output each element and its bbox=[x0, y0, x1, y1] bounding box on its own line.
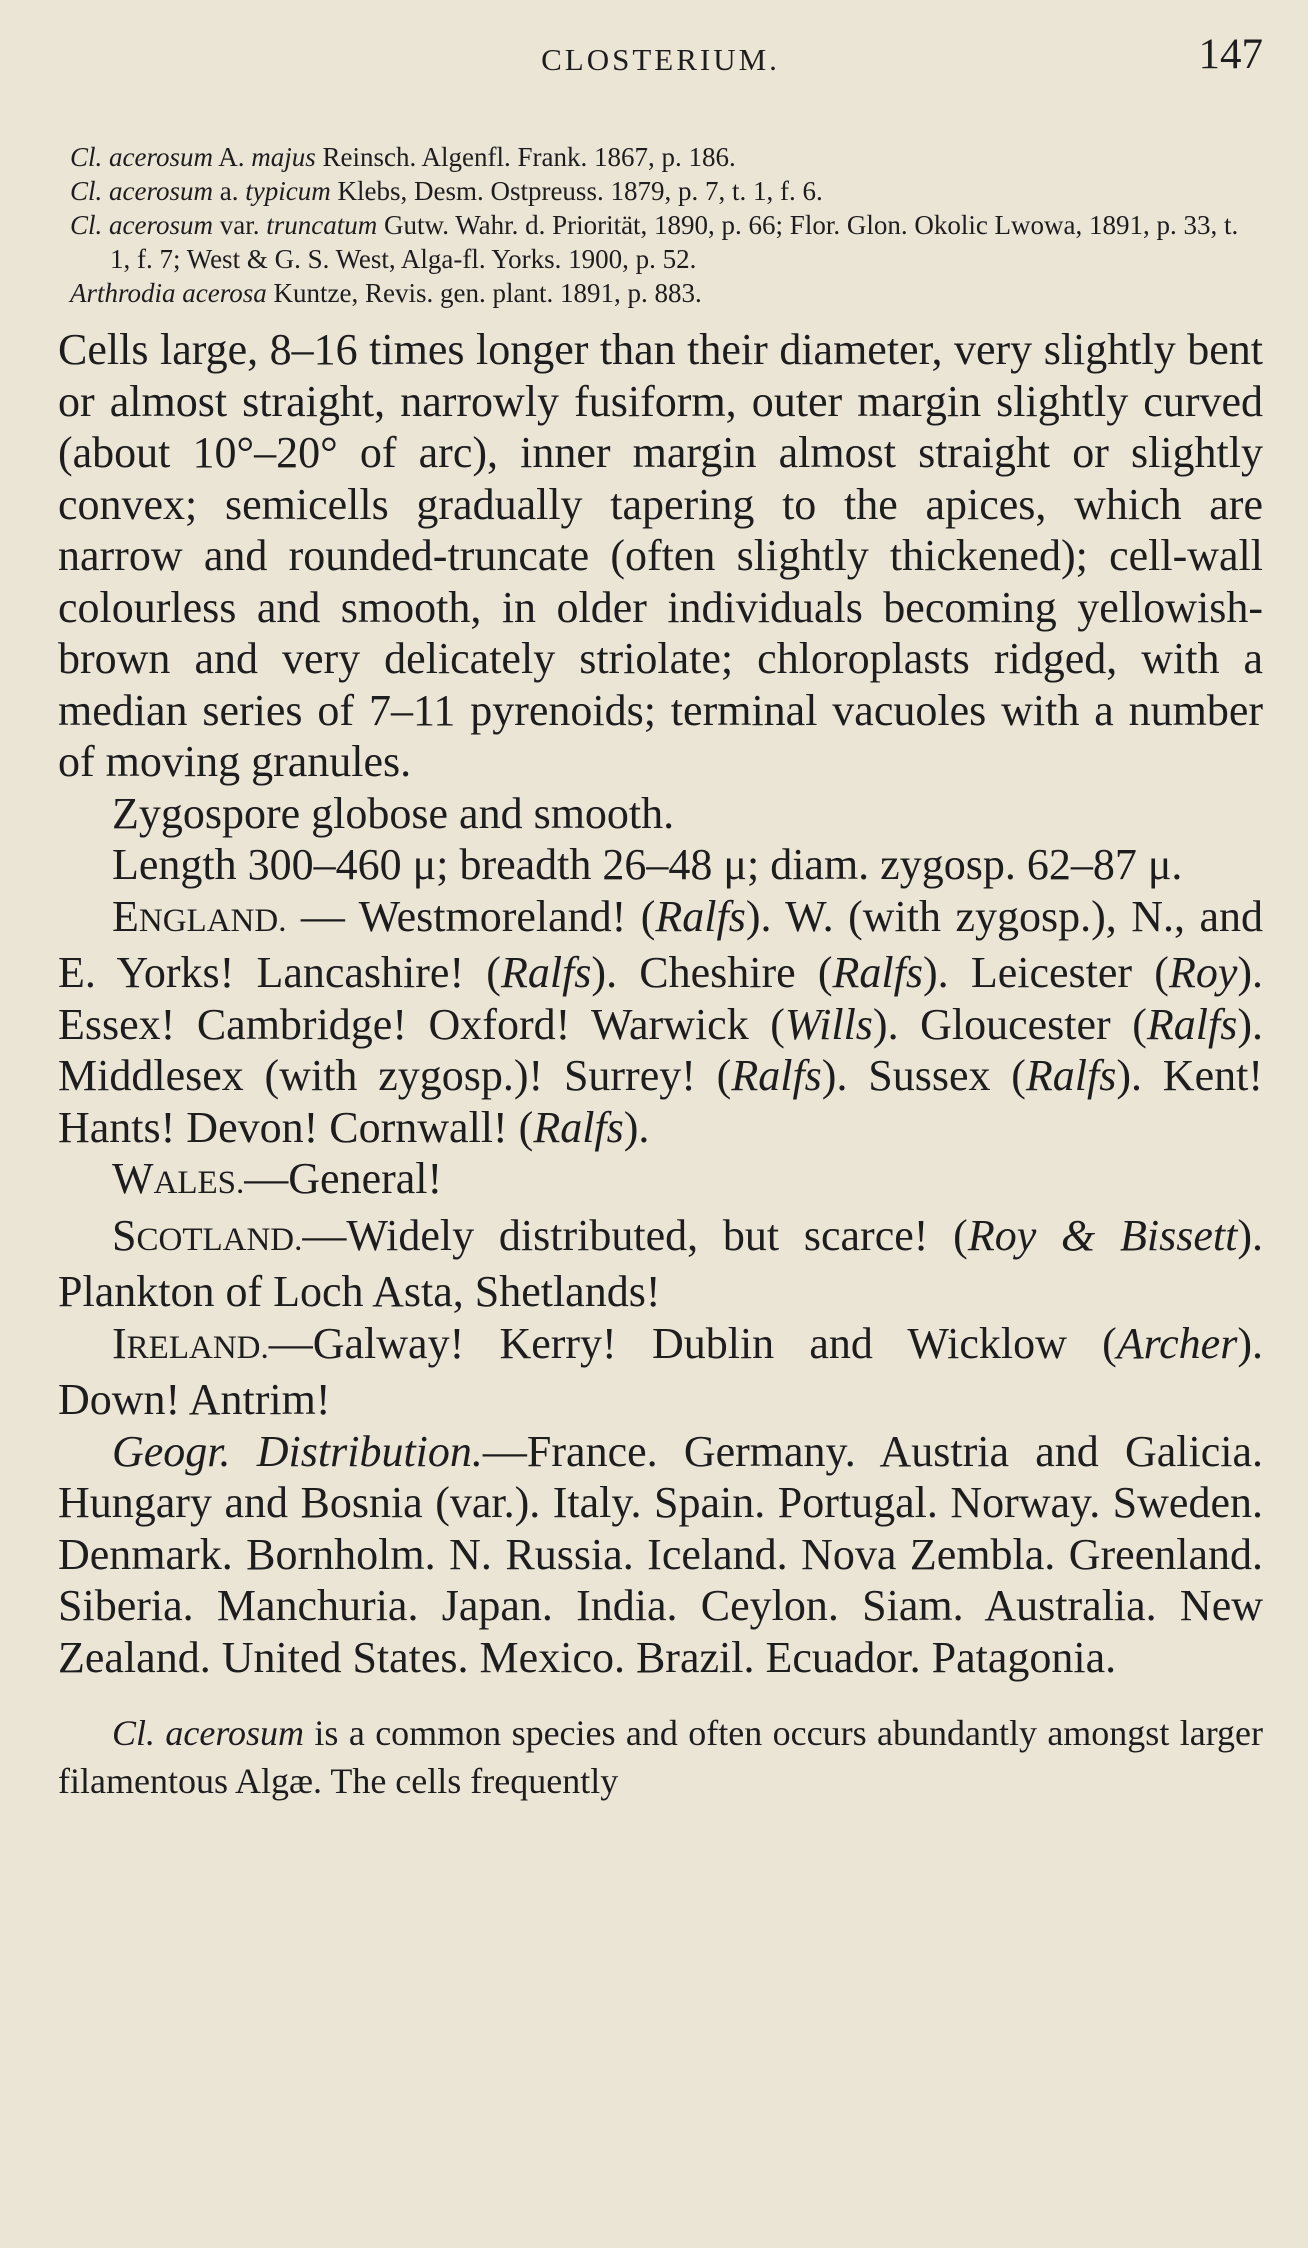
authority: Ralfs bbox=[731, 1051, 822, 1100]
synonym-name: Cl. acerosum bbox=[70, 142, 213, 172]
region-label-ireland: IRELAND. bbox=[112, 1318, 269, 1368]
page-header bbox=[58, 28, 1263, 90]
geographic-distribution-label: Geogr. Distribution. bbox=[112, 1426, 483, 1476]
running-title: CLOSTERIUM. bbox=[541, 42, 780, 77]
distribution-wales: WALES.—General! bbox=[112, 1154, 443, 1203]
synonym-rank: var. bbox=[213, 210, 267, 240]
synonym-list bbox=[58, 140, 1263, 310]
distribution-england: ENGLAND. — Westmoreland! (Ralfs). W. (with zygosp.), N., and E. Yorks! Lancashire! (Ralfs). Cheshire (Ralfs). Leicester (Roy). Essex! Cambridge! Oxford! Warwick (Wills). Gloucester (Ralfs). Middlesex (with zygosp.)! Surrey! (Ralfs). Sussex (Ralfs). Kent! Hants! Devon! Cornwall! (Ralfs). bbox=[58, 891, 1263, 1152]
region-label-wales: WALES. bbox=[112, 1154, 245, 1203]
synonym-epithet: typicum bbox=[245, 176, 331, 206]
synonym-epithet: truncatum bbox=[266, 210, 378, 240]
region-label-england: ENGLAND. bbox=[112, 891, 287, 941]
authority: Ralfs bbox=[655, 891, 746, 941]
synonym-name: Cl. acerosum bbox=[70, 210, 213, 240]
page-number: 147 bbox=[1198, 31, 1263, 78]
authority: Ralfs bbox=[533, 1102, 624, 1152]
measurements: Length 300–460 μ; breadth 26–48 μ; diam. zygosp. 62–87 μ. bbox=[112, 840, 1183, 889]
page bbox=[58, 28, 1263, 1841]
authority: Wills bbox=[784, 999, 873, 1049]
synonym-rank: a. bbox=[213, 176, 246, 206]
distribution-ireland: IRELAND.—Galway! Kerry! Dublin and Wicklow (Archer). Down! Antrim! bbox=[58, 1318, 1263, 1424]
synonym-rank: A. bbox=[213, 142, 252, 172]
synonym-entry bbox=[58, 208, 1263, 276]
species-name: Cl. acerosum bbox=[112, 1713, 305, 1753]
distribution-scotland: SCOTLAND.—Widely distributed, but scarce! (Roy & Bissett). Plankton of Loch Asta, Shetlands! bbox=[58, 1210, 1263, 1316]
species-description: Cells large, 8–16 times longer than their diameter, very slightly bent or almost straight, narrowly fusiform, outer margin slightly curved (about 10°–20° of arc), inner margin almost straight or slightly convex; semicells gradually tapering to the apices, which are narrow and rounded-truncate (often slightly thickened); cell-wall colourless and smooth, in older individuals becoming yellowish-brown and very delicately striolate; chloroplasts ridged, with a median series of 7–11 pyrenoids; terminal vacuoles with a number of moving granules. bbox=[58, 325, 1263, 786]
authority: Ralfs bbox=[832, 948, 923, 997]
authority: Ralfs bbox=[1146, 999, 1238, 1049]
synonym-entry bbox=[58, 276, 1263, 310]
synonym-citation: Reinsch. Algenfl. Frank. 1867, p. 186. bbox=[315, 142, 736, 172]
authority: Roy & Bissett bbox=[967, 1210, 1238, 1260]
geographic-distribution: Geogr. Distribution.—France. Germany. Austria and Galicia. Hungary and Bosnia (var.). Italy. Spain. Portugal. Norway. Sweden. Denmark. Bornholm. N. Russia. Iceland. Nova Zembla. Greenland. Siberia. Manchuria. Japan. India. Ceylon. Siam. Australia. New Zealand. United States. Mexico. Brazil. Ecuador. Patagonia. bbox=[58, 1426, 1264, 1682]
synonym-entry bbox=[58, 174, 1263, 208]
region-label-scotland: SCOTLAND. bbox=[112, 1210, 303, 1260]
synonym-citation: Gutw. Wahr. d. Priorität, 1890, p. 66; Flor. Glon. Okolic Lwowa, 1891, p. 33, t. 1, f. 7; West & G. S. West, Alga-fl. Yorks. 1900, p. 52. bbox=[110, 210, 1239, 274]
authority: Roy bbox=[1168, 948, 1238, 997]
synonym-name: Arthrodia acerosa bbox=[70, 278, 267, 308]
zygospore-description: Zygospore globose and smooth. bbox=[112, 788, 675, 838]
authority: Ralfs bbox=[1025, 1051, 1117, 1100]
authority: Ralfs bbox=[500, 948, 592, 997]
synonym-epithet: majus bbox=[251, 142, 316, 172]
synonym-citation: Kuntze, Revis. gen. plant. 1891, p. 883. bbox=[266, 278, 702, 308]
authority: Archer bbox=[1116, 1318, 1238, 1368]
synonym-name: Cl. acerosum bbox=[70, 176, 213, 206]
synonym-entry bbox=[58, 140, 1263, 174]
synonym-citation: Klebs, Desm. Ostpreuss. 1879, p. 7, t. 1, f. 6. bbox=[330, 176, 823, 206]
species-note: Cl. acerosum is a common species and often occurs abundantly amongst larger filamentous Algæ. The cells frequently bbox=[58, 1713, 1263, 1801]
